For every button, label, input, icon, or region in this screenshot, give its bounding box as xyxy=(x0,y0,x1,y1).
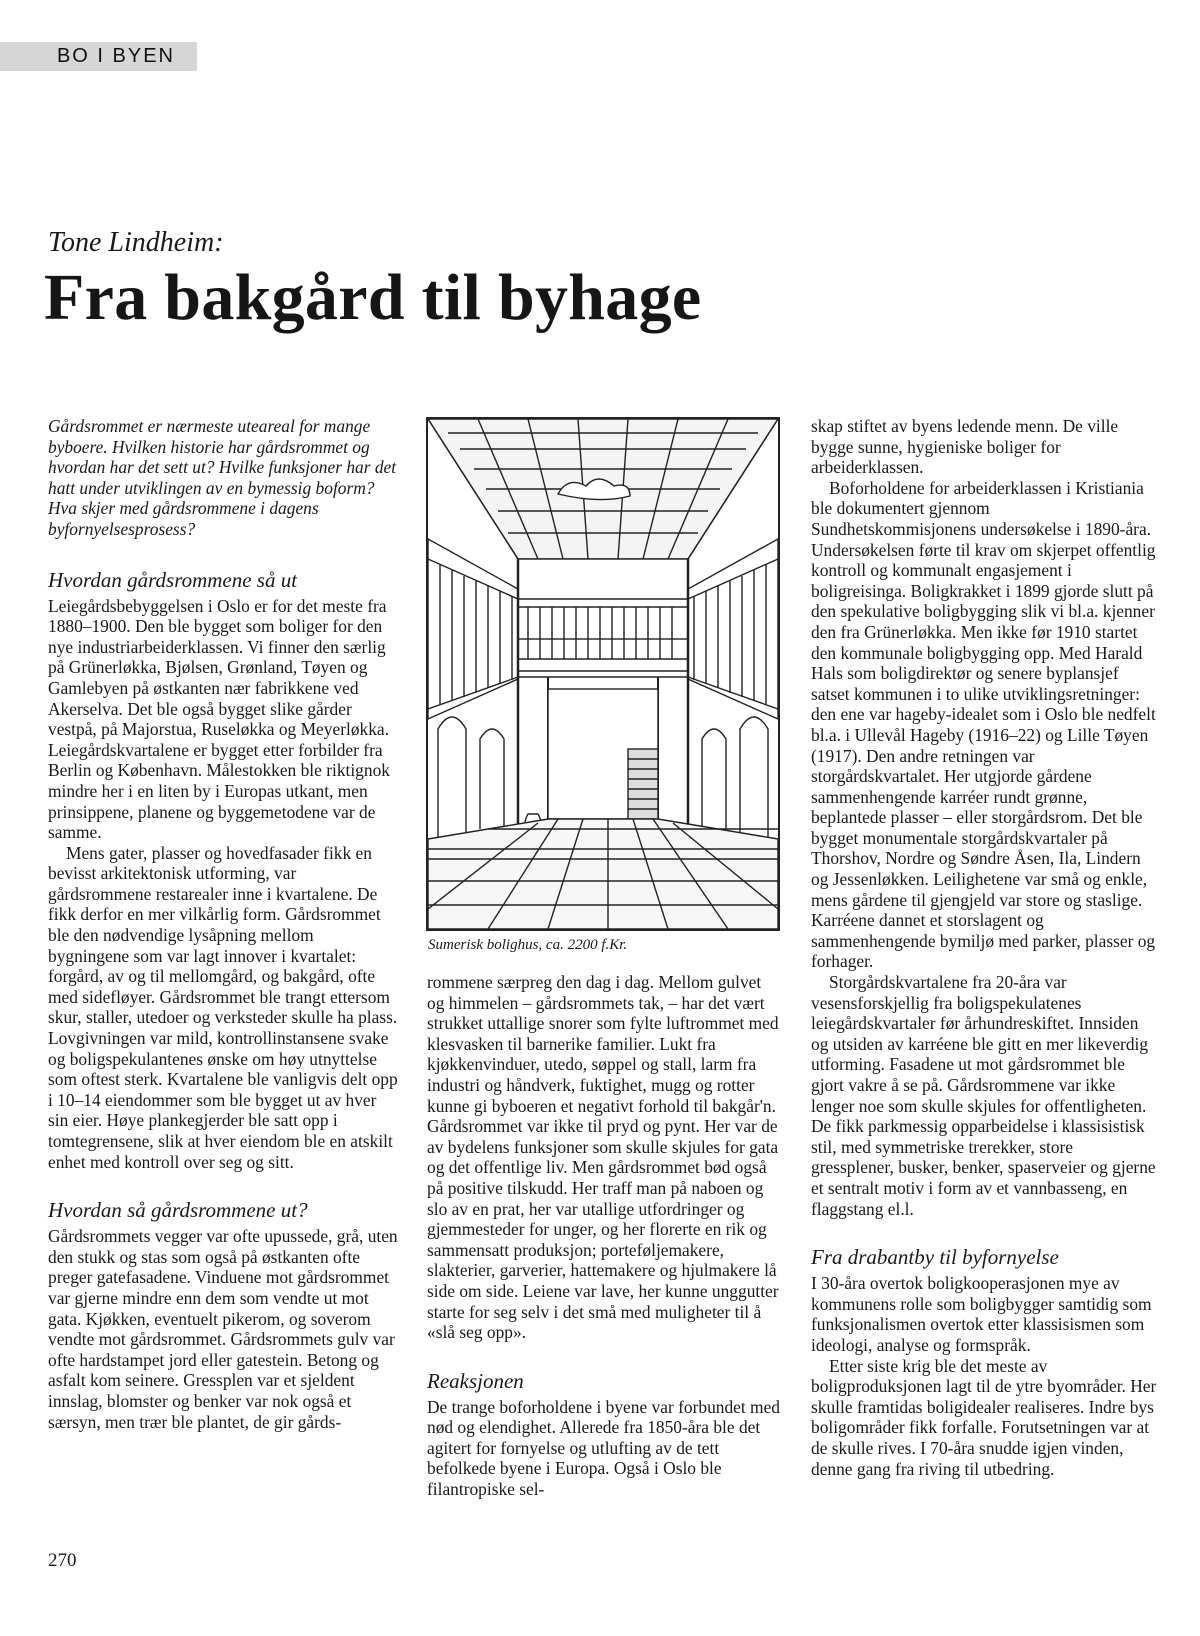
subheading-1: Hvordan gårdsrommene så ut xyxy=(48,567,298,592)
paragraph: Storgårdskvartalene fra 20-åra var vesensforskjellig fra boligspekulatenes leiegårdskvartaler før århundreskiftet. Innsiden og utsiden av karréene ble gitt en mer likeverdig utforming. Fasadene ut mot gårdsrommet ble gjort vakre å se på. Gårdsrommene var ikke lenger noe som skulle skjules for offentligheten. De fikk parkmessig opparbeidelse i klassisistisk stil, med symmetriske trerekker, store gressplener, busker, benker, spaserveier og gjerne et sentralt motiv i form av et vannbasseng, en flaggstang el.l. xyxy=(811,972,1156,1219)
subheading-4: Fra drabantby til byfornyelse xyxy=(811,1245,1059,1270)
column-middle xyxy=(427,972,780,1500)
column-left xyxy=(48,416,398,1432)
paragraph: Leiegårdsbebyggelsen i Oslo er for det meste fra 1880–1900. Den ble bygget som boliger for den nye industriarbeiderklassen. Vi finner den særlig på Grünerløkka, Bjølsen, Grønland, Tøyen og Gamlebyen på østkanten nær fabrikkene ved Akerselva. Det ble også bygget slike gårder vestpå, på Majorstua, Ruseløkka og Meyerløkka. Leiegårdskvartalene er bygget etter forbilder fra Berlin og København. Målestokken ble riktignok mindre her i en liten by i Europas utkant, men prinsippene, planene og byggemetodene var de samme. xyxy=(48,595,390,843)
author-name: Tone Lindheim: xyxy=(48,227,224,258)
page-number: 270 xyxy=(48,1550,77,1571)
paragraph: skap stiftet av byens ledende menn. De ville bygge sunne, hygieniske boliger for arbeiderklassen. xyxy=(811,416,1119,478)
paragraph: Etter siste krig ble det meste av boligproduksjonen lagt til de ytre byområder. Her skulle framtidas boligidealer realiseres. Indre bys boligområder fikk forfalle. Forutsetningen var at de skulle rives. I 70-åra snudde igjen vinden, denne gang fra riving til utbedring. xyxy=(811,1355,1157,1479)
paragraph: rommene særpreg den dag i dag. Mellom gulvet og himmelen – gårdsrommets tak, – har det vært strukket uttallige snorer som fylte luftrommet med klesvasken til barnerike familier. Lukt fra kjøkkenvinduer, utedo, søppel og stall, larm fra industri og håndverk, fuktighet, mugg og rotter kunne gi byboeren et negativt forhold til bakgår'n. Gårdsrommet var ikke til pryd og pynt. Her var de av bydelens funksjoner som skulle skjules for gata og det offentlige liv. Men gårdsrommet bød også på positive tilskudd. Her traff man på naboen og slo av en prat, her var utallige utfordringer og gjemmesteder for unger, og her florerte en rik og sammensatt produksjon; porteføljemakere, slakterier, garverier, hattemakere og hjulmakere lå side om side. Leiene var lave, her kunne unggutter starte for seg selv i det små med muligheter til å «slå seg opp». xyxy=(427,972,779,1343)
section-label: BO I BYEN xyxy=(56,45,175,67)
subheading-3: Reaksjonen xyxy=(427,1368,524,1393)
column-right xyxy=(811,416,1159,1479)
paragraph: Mens gater, plasser og hovedfasader fikk en bevisst arkitektonisk utforming, var gårdsrommene restarealer inne i kvartalene. De fikk derfor en mer vilkårlig form. Gårdsrommet ble den nødvendige lysåpning mellom bygningene som var lagt innover i kvartalet: forgård, av og til mellomgård, og bakgård, ofte med sidefløyer. Gårdsrommet ble trangt ettersom skur, staller, utedoer og verksteder skulle ha plass. Lovgivningen var mild, kontrollinstansene svake og boligspekulantenes ønske om høy utnyttelse som oftest sterk. Kvartalene ble vanligvis delt opp i 10–14 eiendommer som ble bygget ut av hver sin eier. Høye plankegjerder ble satt opp i tomtegrensene, slik at hver eiendom ble en atskilt enhet med kontroll over seg og sitt. xyxy=(48,842,398,1172)
courtyard-drawing xyxy=(428,419,778,929)
paragraph: De trange boforholdene i byene var forbundet med nød og elendighet. Allerede fra 1850-åra ble det agitert for fornyelse og utlufting av de tett befolkede byene i Europa. Også i Oslo ble filantropiske sel- xyxy=(427,1396,780,1500)
lead-paragraph: Gårdsrommet er nærmeste uteareal for mange byboere. Hvilken historie har gårdsrommet og hvordan har det sett ut? Hvilke funksjoner har det hatt under utviklingen av en bymessig boform? Hva skjer med gårdsrommene i dagens byfornyelsesprosess? xyxy=(48,416,397,539)
paragraph: Gårdsrommets vegger var ofte upussede, grå, uten den stukk og stas som også på østkanten ofte preger gatefasadene. Vinduene mot gårdsrommet var gjerne mindre enn dem som vendte ut mot gata. Kjøkken, eventuelt pikerom, og soverom vendte mot gårdsrommet. Gårdsrommets gulv var ofte hardstampet jord eller gatestein. Betong og asfalt kom seinere. Gressplen var et sjeldent innslag, blomster og benker var nok også et særsyn, men trær ble plantet, de gir gårds- xyxy=(48,1226,398,1432)
figure-caption: Sumerisk bolighus, ca. 2200 f.Kr. xyxy=(428,937,628,953)
paragraph: Boforholdene for arbeiderklassen i Kristiania ble dokumentert gjennom Sundhetskommisjonens undersøkelse i 1890-åra. Undersøkelsen førte til krav om skjerpet offentlig kontroll og kommunalt engasjement i boligreisinga. Boligkrakket i 1899 gjorde slutt på den spekulative boligbygging slik vi bl.a. kjenner den fra Grünerløkka. Men ikke før 1910 startet den kommunale boligbygging opp. Med Harald Hals som boligdirektør og senere byplansjef satset kommunen i to ulike utviklingsretninger: den ene var hageby-idealet som i Oslo ble nedfelt bl.a. i Ullevål Hageby (1916–22) og Lille Tøyen (1917). Den andre retningen var storgårdskvartalet. Her utgjorde gårdene sammenhengende karréer rundt grønne, beplantede plasser – eller storgårdsrom. Det ble bygget monumentale storgårdskvartaler på Thorshov, Nordre og Søndre Åsen, Ila, Lindern og Jessenløkken. Leilighetene var små og enkle, mens gårdene til gjengjeld var store og staslige. Karréene dannet et storslagent og sammenhengende bymiljø med parker, plasser og forhager. xyxy=(811,477,1156,972)
section-header-tab xyxy=(0,42,197,71)
subheading-2: Hvordan så gårdsrommene ut? xyxy=(48,1198,308,1223)
article-title: Fra bakgård til byhage xyxy=(44,261,702,334)
paragraph: I 30-åra overtok boligkooperasjonen mye av kommunens rolle som boligbygger samtidig som funksjonalismen overtok etter klassisismen som ideologi, analyse og formspråk. xyxy=(811,1273,1152,1355)
illustration-sumerian-house xyxy=(426,417,780,931)
